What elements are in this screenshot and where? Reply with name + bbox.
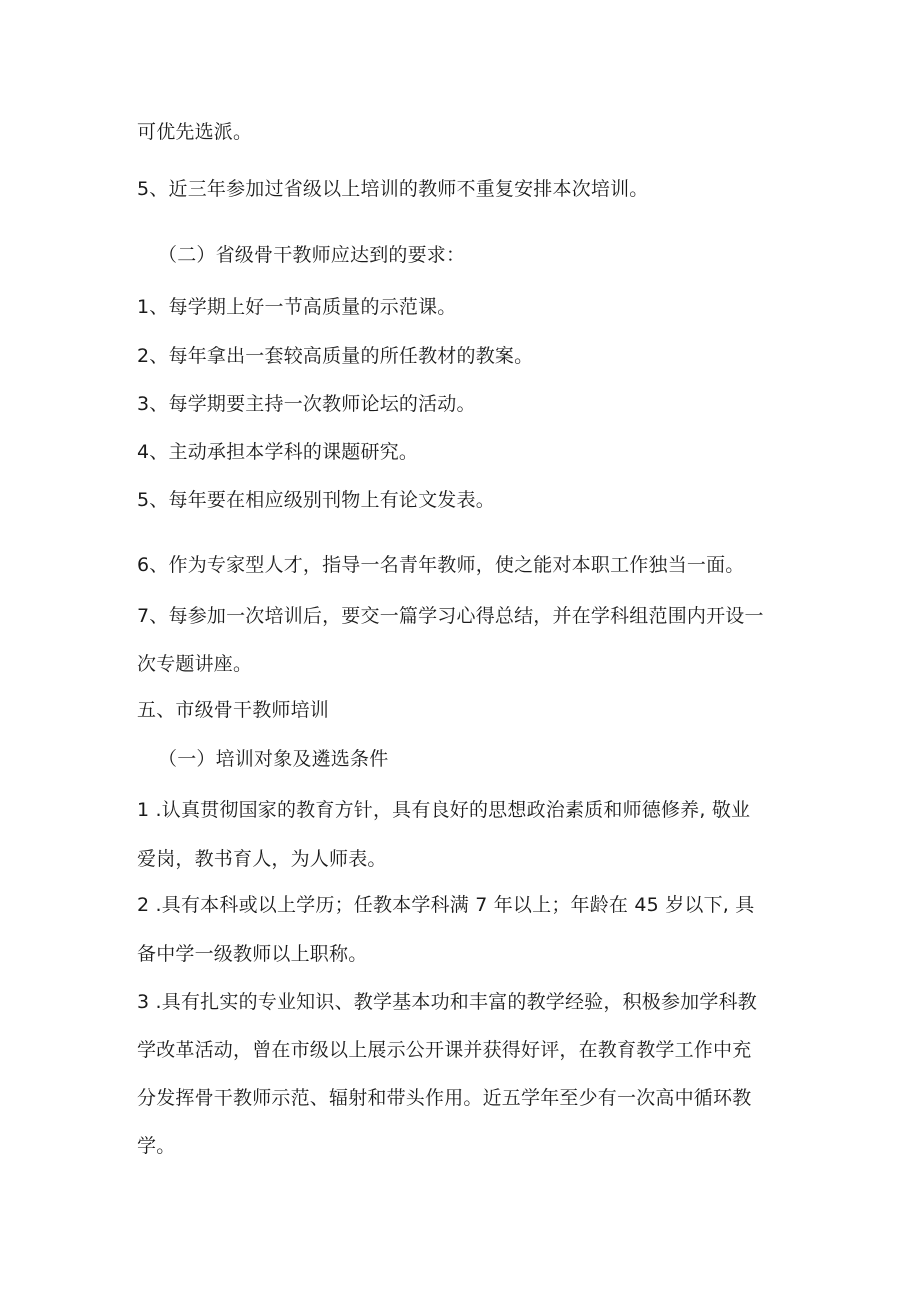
list-item: 6、作为专家型人才，指导一名青年教师，使之能对本职工作独当一面。 (137, 554, 745, 576)
text-line: 学改革活动，曾在市级以上展示公开课并获得好评，在教育教学工作中充 (137, 1039, 752, 1061)
text-line: 5、近三年参加过省级以上培训的教师不重复安排本次培训。 (137, 178, 649, 200)
subsection-heading: （一）培训对象及遴选条件 (158, 748, 389, 770)
section-heading: （二）省级骨干教师应达到的要求： (158, 244, 466, 266)
text-line: 备中学一级教师以上职称。 (137, 943, 368, 965)
text-line: 爱岗，教书育人，为人师表。 (137, 848, 387, 870)
list-item: 7、每参加一次培训后，要交一篇学习心得总结，并在学科组范围内开设一 (137, 605, 764, 627)
text-line: 分发挥骨干教师示范、辐射和带头作用。近五学年至少有一次高中循环教 (137, 1087, 752, 1109)
section-heading: 五、市级骨干教师培训 (137, 699, 330, 721)
list-item: 3 .具有扎实的专业知识、教学基本功和丰富的教学经验，积极参加学科教 (137, 991, 757, 1013)
list-item: 2、每年拿出一套较高质量的所任教材的教案。 (137, 345, 534, 367)
list-item: 1 .认真贯彻国家的教育方针，具有良好的思想政治素质和师德修养, 敬业 (137, 799, 751, 821)
list-item: 3、每学期要主持一次教师论坛的活动。 (137, 393, 476, 415)
list-item: 1、每学期上好一节高质量的示范课。 (137, 296, 457, 318)
text-line: 可优先选派。 (137, 121, 253, 143)
text-line: 学。 (137, 1135, 176, 1157)
list-item: 5、每年要在相应级别刊物上有论文发表。 (137, 489, 495, 511)
list-item: 4、主动承担本学科的课题研究。 (137, 441, 419, 463)
list-item: 2 .具有本科或以上学历；任教本学科满 7 年以上；年龄在 45 岁以下, 具 (137, 894, 755, 916)
text-line: 次专题讲座。 (137, 653, 253, 675)
